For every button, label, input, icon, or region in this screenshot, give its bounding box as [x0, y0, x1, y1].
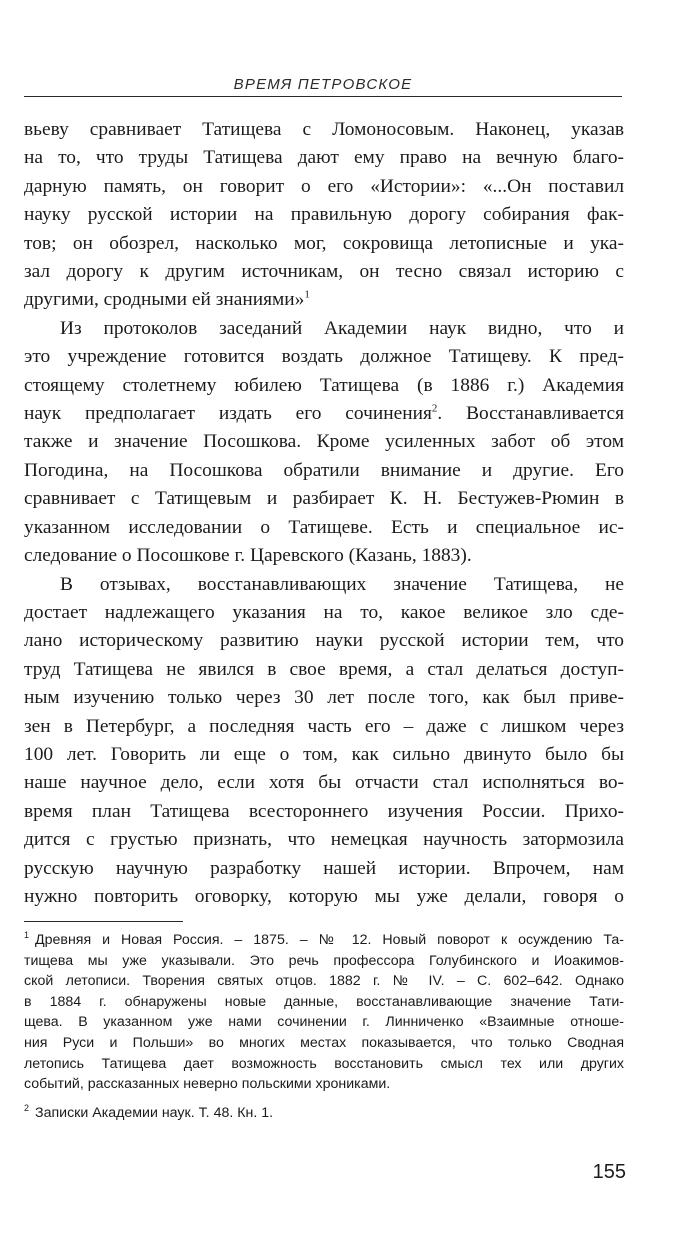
text-line: Погодина, на Посошкова обратили внимание и другие. Его — [24, 459, 624, 481]
footnote-rule — [24, 921, 183, 922]
footnotes — [24, 930, 624, 1123]
header-rule — [24, 96, 622, 97]
running-head: ВРЕМЯ ПЕТРОВСКОЕ — [233, 76, 413, 93]
text-line: лано историческому развитию науки русской истории тем, что — [24, 630, 624, 652]
footnote-1-line: событий, рассказанных неверно польскими хрониками. — [24, 1076, 391, 1093]
text-line — [24, 400, 624, 428]
text-line: зал дорогу к другим источникам, он тесно связал историю с — [24, 261, 624, 283]
paragraph-first-line: Из протоколов заседаний Академии наук видно, что и — [60, 317, 624, 339]
footnote-1-number: 1 — [24, 930, 30, 941]
footnote-1-line: летопись Татищева дает возможность восстановить смысл тех или других — [24, 1055, 624, 1072]
footnote-1-line: ской летописи. Творения святых отцов. 1882 г. № IV. – С. 602–642. Однако — [24, 973, 624, 990]
footnote-reference-2[interactable]: 2 — [431, 402, 438, 415]
text-line — [24, 286, 624, 314]
text-line: тов; он обозрел, насколько мог, сокровища летописные и ука- — [24, 232, 624, 254]
text-line: стоящему столетнему юбилею Татищева (в 1886 г.) Академия — [24, 374, 624, 396]
text-line: также и значение Посошкова. Кроме усиленных забот об этом — [24, 431, 624, 453]
text-line: дарную память, он говорит о его «Истории»: «...Он поставил — [24, 175, 624, 197]
text-line: сравнивает с Татищевым и разбирает К. Н. Бестужев-Рюмин в — [24, 488, 624, 510]
footnote-1-line: щева. В указанном уже нами сочинении г. Линниченко «Взаимные отноше- — [24, 1014, 624, 1031]
text-line: время план Татищева всестороннего изучения России. Прихо- — [24, 800, 624, 822]
text-fragment: наук предполагает издать его сочинения — [24, 403, 432, 425]
footnote-gap — [24, 1095, 624, 1103]
footnote-2-line — [24, 1103, 624, 1124]
text-line: науку русской истории на правильную дорогу собирания фак- — [24, 204, 624, 226]
text-line: это учреждение готовится воздать должное Татищеву. К пред- — [24, 346, 624, 368]
footnote-text: Древняя и Новая Россия. – 1875. – № 12. Новый поворот к осуждению Та- — [35, 932, 624, 948]
paragraph-first-line: В отзывах, восстанавливающих значение Татищева, не — [60, 573, 624, 595]
page-number: 155 — [592, 1161, 626, 1183]
text-line: ным изучению только через 30 лет после того, как был приве- — [24, 687, 624, 709]
footnote-reference-1[interactable]: 1 — [304, 288, 310, 301]
text-line: нужно повторить оговорку, которую мы уже делали, говоря о — [24, 885, 624, 907]
footnote-1-line: ния Руси и Польши» во многих местах показывается, что только Сводная — [24, 1034, 624, 1051]
text-line: следование о Посошкове г. Царевского (Казань, 1883). — [24, 545, 472, 567]
main-text — [24, 116, 624, 911]
footnote-1-line — [24, 930, 624, 951]
text-line: наше научное дело, если хотя бы отчасти стал исполняться во- — [24, 772, 624, 794]
text-fragment: . Восстанавливается — [437, 403, 624, 425]
text-line: русскую научную разработку нашей истории. Впрочем, нам — [24, 857, 624, 879]
footnote-text: Записки Академии наук. Т. 48. Кн. 1. — [35, 1104, 274, 1121]
text-line: зен в Петербург, а последняя часть его – даже с лишком через — [24, 715, 624, 737]
text-fragment: другими, сродными ей знаниями» — [24, 289, 305, 311]
text-line: достает надлежащего указания на то, какое великое зло сде- — [24, 601, 624, 623]
text-line: дится с грустью признать, что немецкая научность затормозила — [24, 829, 624, 851]
text-line: указанном исследовании о Татищеве. Есть и специальное ис- — [24, 516, 624, 538]
footnote-1-line: тищева мы уже указывали. Это речь профессора Голубинского и Иоакимов- — [24, 952, 624, 969]
footnote-1-line: в 1884 г. обнаружены новые данные, восстанавливающие значение Тати- — [24, 993, 624, 1010]
text-line: 100 лет. Говорить ли еще о том, как сильно двинуто было бы — [24, 743, 624, 765]
text-line: труд Татищева не явился в свое время, а стал делаться доступ- — [24, 658, 624, 680]
text-line: вьеву сравнивает Татищева с Ломоносовым. Наконец, указав — [24, 119, 624, 140]
footnote-2-number: 2 — [24, 1103, 30, 1114]
text-line: на то, что труды Татищева дают ему право на вечную благо- — [24, 147, 624, 169]
